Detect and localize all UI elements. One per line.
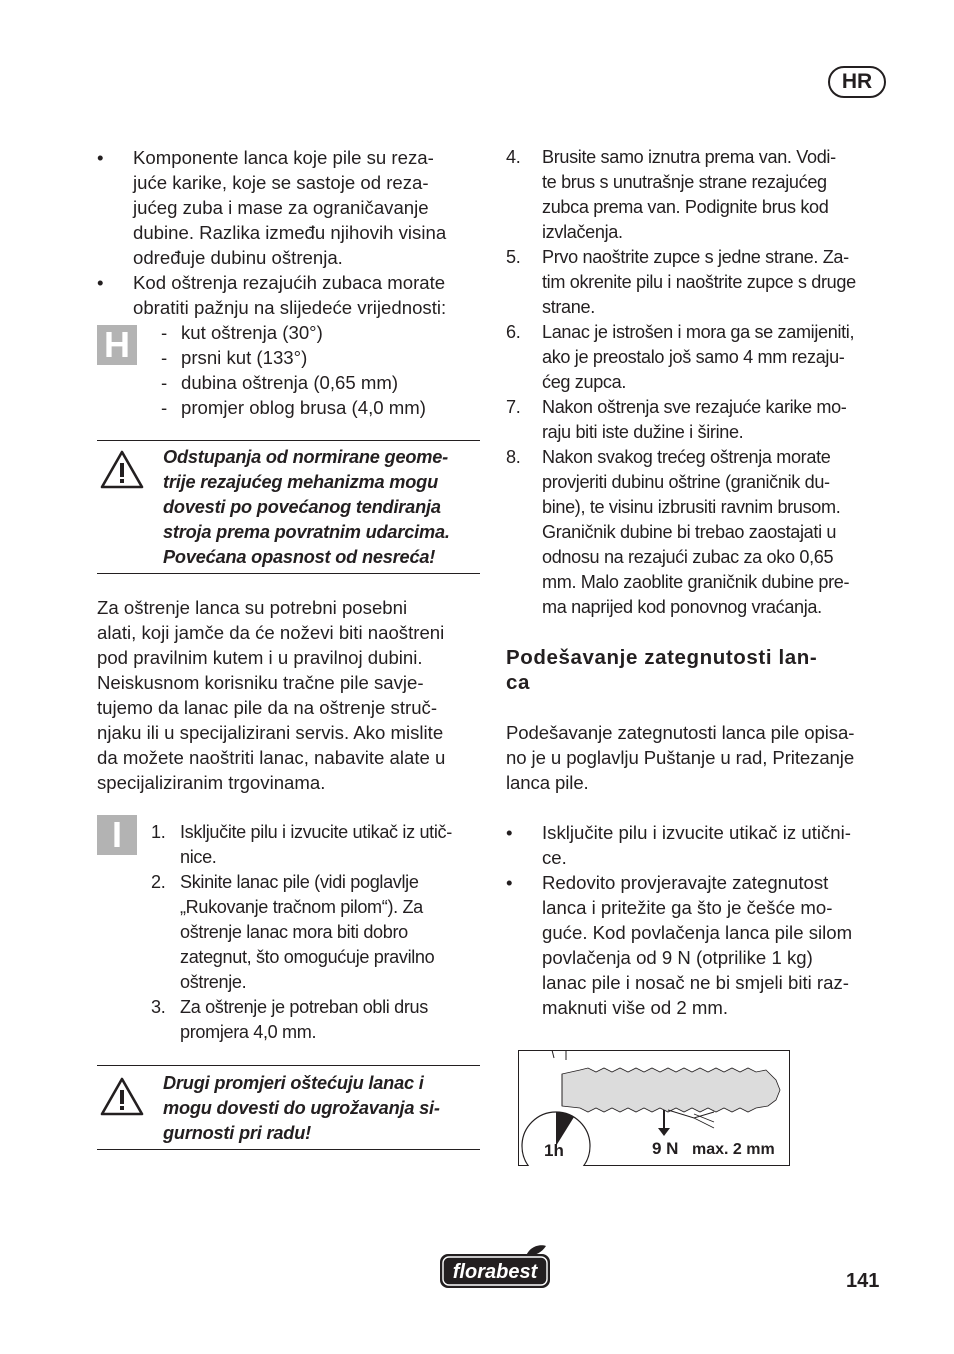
text-line: odnosu na rezajući zubac za oko 0,65 xyxy=(542,547,834,567)
text-line: Skinite lanac pile (vidi poglavlje xyxy=(180,872,419,892)
text-line: Podešavanje zategnutosti lan- xyxy=(506,646,818,669)
text-line: Povećana opasnost od nesreća! xyxy=(163,547,436,567)
list-item xyxy=(161,320,481,345)
text-line: dovesti po povećanog tendiranja xyxy=(163,497,441,517)
list-item xyxy=(161,370,481,395)
text-line: Za oštrenje lanca su potrebni posebni xyxy=(97,597,408,618)
saw-bar-shape xyxy=(562,1068,780,1112)
text-line: Lanac je istrošen i mora ga se zamijeniti, xyxy=(542,322,855,342)
brand-text: florabest xyxy=(452,1261,538,1283)
text-line: mm. Malo zaoblite graničnik dubine pre- xyxy=(542,572,850,592)
text-line: provjeriti dubinu oštrine (graničnik du- xyxy=(542,472,830,492)
text-line: gurnosti pri radu! xyxy=(163,1123,311,1143)
text-line: Odstupanja od normirane geome- xyxy=(163,447,449,467)
text-line: Prvo naoštrite zupce s jedne strane. Za- xyxy=(542,247,849,267)
text-line: maknuti više od 2 mm. xyxy=(542,997,729,1018)
text-line: Isključite pilu i izvucite utikač iz utič- xyxy=(180,822,452,842)
text-line: povlačenja od 9 N (otprilike 1 kg) xyxy=(542,947,813,968)
text-line: dubine. Razlika između njihovih visina xyxy=(133,222,447,243)
value-text: dubina oštrenja (0,65 mm) xyxy=(181,372,399,393)
step-number: 2. xyxy=(151,872,166,892)
tension-paragraph xyxy=(506,720,896,795)
section-marker-h: H xyxy=(97,325,137,365)
list-item xyxy=(506,145,891,245)
list-item xyxy=(161,395,481,420)
time-label: 1h xyxy=(544,1141,564,1160)
value-text: prsni kut (133°) xyxy=(181,347,308,368)
text-line: trije rezajućeg mehanizma mogu xyxy=(163,472,438,492)
step-number: 3. xyxy=(151,997,166,1017)
list-item xyxy=(151,820,487,870)
list-item xyxy=(506,870,896,1020)
max-label: max. 2 mm xyxy=(692,1141,775,1158)
list-item xyxy=(97,270,487,320)
text-line: bine), te visinu izbrusiti ravnim brusom. xyxy=(542,497,841,517)
text-line: oštrenje lanac mora biti dobro xyxy=(180,922,408,942)
text-line: oštrenje. xyxy=(180,972,247,992)
list-item xyxy=(151,870,487,995)
text-line: juće karike, koje se sastoje od reza- xyxy=(133,172,429,193)
list-item xyxy=(506,820,896,870)
list-item xyxy=(506,395,891,445)
value-text: promjer oblog brusa (4,0 mm) xyxy=(181,397,426,418)
bullet-mark: • xyxy=(97,272,104,293)
florabest-logo xyxy=(438,1244,552,1290)
step-number: 7. xyxy=(506,397,521,417)
text-line: Podešavanje zategnutosti lanca pile opisa- xyxy=(506,722,855,743)
text-line: Komponente lanca koje pile su reza- xyxy=(133,147,434,168)
text-line: Graničnik dubine bi trebao zaostajati u xyxy=(542,522,837,542)
text-line: Drugi promjeri oštećuju lanac i xyxy=(163,1073,424,1093)
text-line: Za oštrenje je potreban obli drus xyxy=(180,997,428,1017)
section-heading xyxy=(506,645,896,695)
warning-text xyxy=(163,1071,440,1146)
text-line: Nakon oštrenja sve rezajuće karike mo- xyxy=(542,397,847,417)
dash-mark: - xyxy=(161,347,168,368)
text-line: Kod oštrenja rezajućih zubaca morate xyxy=(133,272,446,293)
text-line: pod pravilnim kutem i u pravilnoj dubini. xyxy=(97,647,423,668)
text-line: njaku ili u specijalizirani servis. Ako mislite xyxy=(97,722,444,743)
warning-box xyxy=(97,1065,480,1150)
text-line: lanac pile i nosač ne bi smjeli biti raz- xyxy=(542,972,849,993)
dash-mark: - xyxy=(161,397,168,418)
force-label: 9 N xyxy=(652,1139,679,1158)
text-line: te brus s unutrašnje strane rezajućeg xyxy=(542,172,827,192)
text-line: ako je preostalo još samo 4 mm rezaju- xyxy=(542,347,845,367)
text-line: Brusite samo iznutra prema van. Vodi- xyxy=(542,147,836,167)
text-line: tim okrenite pilu i naoštrite zupce s druge xyxy=(542,272,856,292)
text-line: zubca prema van. Podignite brus kod xyxy=(542,197,829,217)
text-line: ma naprijed kod ponovnog vraćanja. xyxy=(542,597,822,617)
section-marker-i: I xyxy=(97,815,137,855)
text-line: nice. xyxy=(180,847,217,867)
text-line: lanca i pritežite ga što je češće mo- xyxy=(542,897,833,918)
text-line: guće. Kod povlačenja lanca pile silom xyxy=(542,922,853,943)
left-steps-list xyxy=(151,820,487,1045)
text-line: no je u poglavlju Puštanje u rad, Pritezanje xyxy=(506,747,855,768)
text-line: tujemo da lanac pile da na oštrenje struč- xyxy=(97,697,438,718)
list-item xyxy=(151,995,487,1045)
list-item xyxy=(506,320,891,395)
text-line: „Rukovanje tračnom pilom“). Za xyxy=(180,897,423,917)
page-number: 141 xyxy=(846,1270,880,1292)
text-line: ca xyxy=(506,671,531,694)
dash-mark: - xyxy=(161,322,168,343)
step-number: 6. xyxy=(506,322,521,342)
text-line: strane. xyxy=(542,297,595,317)
text-line: mogu dovesti do ugrožavanja si- xyxy=(163,1098,440,1118)
step-number: 4. xyxy=(506,147,521,167)
text-line: promjera 4,0 mm. xyxy=(180,1022,317,1042)
right-bullet-list xyxy=(506,820,896,1020)
chain-tension-diagram xyxy=(518,1050,790,1166)
step-number: 8. xyxy=(506,447,521,467)
text-line: jućeg zuba i mase za ograničavanje xyxy=(133,197,429,218)
text-line: stroja prema povratnim udarcima. xyxy=(163,522,450,542)
warning-triangle-icon xyxy=(99,1076,145,1118)
step-number: 1. xyxy=(151,822,166,842)
text-line: alati, koji jamče da će noževi biti naoštreni xyxy=(97,622,445,643)
sharpening-paragraph xyxy=(97,595,489,795)
text-line: lanca pile. xyxy=(506,772,589,793)
text-line: Redovito provjeravajte zategnutost xyxy=(542,872,829,893)
text-line: zategnut, što omogućuje pravilno xyxy=(180,947,435,967)
text-line: Isključite pilu i izvucite utikač iz utični- xyxy=(542,822,851,843)
text-line: Neiskusnom korisniku tračne pile savje- xyxy=(97,672,424,693)
step-number: 5. xyxy=(506,247,521,267)
warning-box xyxy=(97,440,480,574)
text-line: Nakon svakog trećeg oštrenja morate xyxy=(542,447,831,467)
text-line: ce. xyxy=(542,847,567,868)
list-item xyxy=(506,245,891,320)
text-line: ćeg zupca. xyxy=(542,372,627,392)
bullet-mark: • xyxy=(97,147,104,168)
sharpening-values-list xyxy=(161,320,481,420)
language-badge: HR xyxy=(828,66,886,98)
dash-mark: - xyxy=(161,372,168,393)
text-line: da možete naoštriti lanac, nabavite alate u xyxy=(97,747,446,768)
text-line: određuje dubinu oštrenja. xyxy=(133,247,343,268)
text-line: obratiti pažnju na slijedeće vrijednosti: xyxy=(133,297,447,318)
warning-triangle-icon xyxy=(99,449,145,491)
right-steps-list xyxy=(506,145,891,620)
text-line: izvlačenja. xyxy=(542,222,623,242)
value-text: kut oštrenja (30°) xyxy=(181,322,323,343)
list-item xyxy=(97,145,487,270)
text-line: raju biti iste dužine i širine. xyxy=(542,422,744,442)
list-item xyxy=(161,345,481,370)
left-bullet-list xyxy=(97,145,487,320)
bullet-mark: • xyxy=(506,872,513,893)
list-item xyxy=(506,445,891,620)
text-line: specijaliziranim trgovinama. xyxy=(97,772,326,793)
warning-text xyxy=(163,445,450,570)
bullet-mark: • xyxy=(506,822,513,843)
